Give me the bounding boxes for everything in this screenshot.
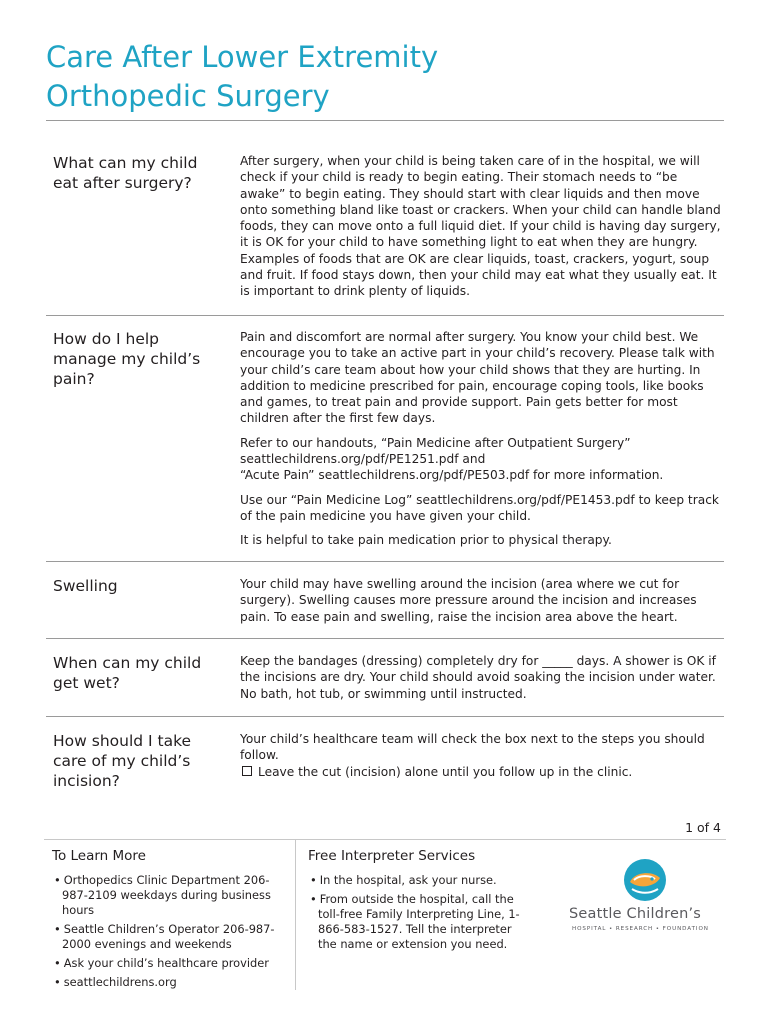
interpreter-heading: Free Interpreter Services [308, 848, 476, 864]
interpreter-column [308, 848, 530, 956]
section-question: How do I help manage my child’s pain? [53, 330, 201, 388]
paragraph: It is helpful to take pain medication prior to physical therapy. [240, 533, 612, 548]
page-number: 1 of 4 [685, 820, 721, 835]
section-divider [46, 561, 724, 562]
section-divider [46, 315, 724, 316]
learn-more-list [52, 873, 290, 990]
checklist-item-label: Leave the cut (incision) alone until you follow up in the clinic. [258, 764, 633, 779]
list-item[interactable]: • seattlechildrens.org [52, 975, 290, 990]
paragraph [240, 435, 724, 484]
seattle-childrens-logo [569, 858, 729, 938]
logo-subtitle: HOSPITAL • RESEARCH • FOUNDATION [572, 926, 709, 932]
checkbox[interactable] [242, 766, 252, 776]
paragraph: Use our “Pain Medicine Log” seattlechildrens.org/pdf/PE1453.pdf to keep track of the pain medicine you have given your child. [240, 492, 719, 523]
whale-logo-icon [622, 858, 668, 902]
section-divider [46, 638, 724, 639]
title-line-1: Care After Lower Extremity [46, 40, 439, 74]
section-answer [240, 731, 724, 780]
learn-more-heading: To Learn More [52, 848, 146, 864]
title-divider [46, 120, 724, 121]
handout-reference-acute: “Acute Pain” seattlechildrens.org/pdf/PE503.pdf for more information. [240, 468, 664, 483]
interpreter-list [308, 873, 530, 952]
paragraph: Your child’s healthcare team will check the box next to the steps you should follow. [240, 732, 705, 763]
checklist-item [240, 764, 724, 780]
list-item: • From outside the hospital, call the toll-free Family Interpreting Line, 1-866-583-1527. Tell the interpreter the name or extension you need. [308, 892, 530, 952]
section-answer [240, 153, 724, 300]
paragraph: Your child may have swelling around the incision (area where we cut for surgery). Swelling causes more pressure around the incision and increases pain. To ease pain and swelling, raise the incision area above the heart. [240, 577, 697, 624]
section-question: How should I take care of my child’s incision? [53, 732, 192, 790]
paragraph: After surgery, when your child is being taken care of in the hospital, we will check if your child is ready to begin eating. Their stomach needs to “be awake” to begin eating. They should start with clear liquids and then move onto something bland like toast or crackers. When your child can handle bland foods, they can move onto a full liquid diet. If your child is having day surgery, it is OK for your child to have something light to eat when they are hungry. Examples of foods that are OK are clear liquids, toast, crackers, yogurt, soup and fruit. If food stays down, then your child may eat what they usually eat. It is important to drink plenty of liquids. [240, 154, 721, 299]
title-line-2: Orthopedic Surgery [46, 79, 330, 113]
logo-name: Seattle Children’s [569, 906, 702, 922]
section-question: Swelling [53, 577, 118, 595]
section-answer [240, 329, 724, 549]
list-item: • Orthopedics Clinic Department 206-987-2109 weekdays during business hours [52, 873, 290, 918]
list-item: • Seattle Children’s Operator 206-987-2000 evenings and weekends [52, 922, 290, 952]
section-answer [240, 653, 724, 702]
footer [44, 839, 726, 990]
learn-more-column [52, 848, 290, 994]
footer-divider [295, 840, 296, 990]
section-question: When can my child get wet? [53, 654, 202, 692]
handout-reference: Refer to our handouts, “Pain Medicine after Outpatient Surgery” seattlechildrens.org/pdf/PE1251.pdf and [240, 435, 631, 467]
document-title [46, 38, 726, 116]
list-item: • Ask your child’s healthcare provider [52, 956, 290, 971]
paragraph: Pain and discomfort are normal after surgery. You know your child best. We encourage you to take an active part in your child’s recovery. Please talk with your child’s care team about how your child shows that they are hurting. In addition to medicine prescribed for pain, encourage coping tools, like books and games, to treat pain and provide support. Pain gets better for most children after the first few days. [240, 330, 715, 426]
paragraph: Keep the bandages (dressing) completely dry for _____ days. A shower is OK if the incisions are dry. Your child should avoid soaking the incision under water. No bath, hot tub, or swimming until instructed. [240, 654, 716, 701]
section-question: What can my child eat after surgery? [53, 154, 198, 192]
list-item: • In the hospital, ask your nurse. [308, 873, 530, 888]
section-answer [240, 576, 724, 625]
section-divider [46, 716, 724, 717]
